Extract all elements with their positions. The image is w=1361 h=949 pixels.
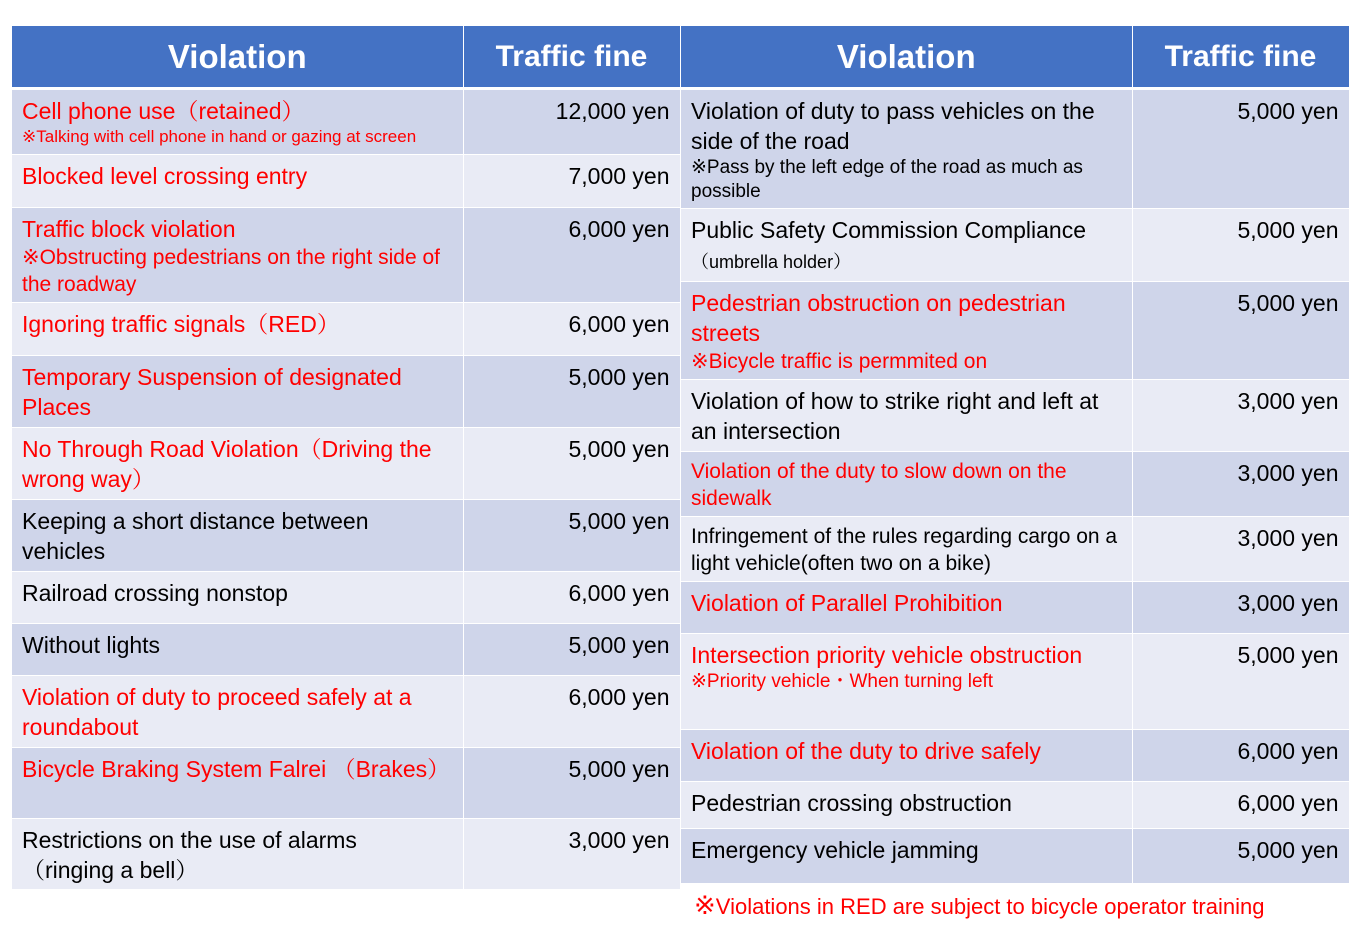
table-row bbox=[12, 155, 680, 208]
violation-cell bbox=[681, 282, 1132, 380]
violation-cell bbox=[12, 89, 463, 155]
fine-cell: 3,000 yen bbox=[1132, 517, 1349, 582]
violation-cell bbox=[12, 500, 463, 572]
table-row bbox=[12, 676, 680, 748]
fine-cell: 5,000 yen bbox=[463, 356, 680, 428]
fine-cell: 5,000 yen bbox=[463, 428, 680, 500]
fine-cell: 6,000 yen bbox=[1132, 782, 1349, 829]
fine-cell: 6,000 yen bbox=[1132, 730, 1349, 782]
fine-cell: 3,000 yen bbox=[1132, 452, 1349, 517]
table-row bbox=[12, 89, 680, 155]
red-violation-footnote bbox=[694, 890, 1264, 921]
fine-cell: 3,000 yen bbox=[1132, 380, 1349, 452]
violation-cell bbox=[12, 356, 463, 428]
table-row bbox=[12, 572, 680, 624]
violation-cell bbox=[681, 517, 1132, 582]
fine-cell: 5,000 yen bbox=[1132, 829, 1349, 884]
fine-cell: 5,000 yen bbox=[463, 500, 680, 572]
violation-text: Violation of the duty to drive safely bbox=[691, 738, 1041, 764]
fine-cell: 3,000 yen bbox=[463, 819, 680, 890]
fine-cell: 6,000 yen bbox=[463, 676, 680, 748]
table-row bbox=[681, 634, 1349, 730]
fine-cell: 5,000 yen bbox=[1132, 634, 1349, 730]
violation-text: Infringement of the rules regarding cargo on a light vehicle(often two on a bike) bbox=[691, 525, 1118, 575]
fine-cell: 6,000 yen bbox=[463, 572, 680, 624]
fine-cell: 5,000 yen bbox=[463, 748, 680, 819]
table-row bbox=[681, 209, 1349, 282]
table-row bbox=[681, 782, 1349, 829]
fine-cell: 7,000 yen bbox=[463, 155, 680, 208]
violation-note: ※Obstructing pedestrians on the right side of the roadway bbox=[22, 246, 440, 296]
violation-cell bbox=[681, 582, 1132, 634]
violation-note: ※Pass by the left edge of the road as much as possible bbox=[691, 157, 1083, 202]
header-row bbox=[12, 26, 680, 89]
violation-cell bbox=[681, 380, 1132, 452]
violation-note: ※Bicycle traffic is permmited on bbox=[691, 350, 988, 373]
fine-cell: 3,000 yen bbox=[1132, 582, 1349, 634]
table-row bbox=[681, 89, 1349, 209]
violation-text: Cell phone use（retained） bbox=[22, 98, 305, 124]
violation-text: Pedestrian crossing obstruction bbox=[691, 790, 1012, 816]
violation-cell bbox=[12, 748, 463, 819]
violation-cell bbox=[12, 676, 463, 748]
violation-header: Violation bbox=[12, 26, 463, 89]
violation-text: Restrictions on the use of alarms （ringing a bell） bbox=[22, 827, 357, 883]
table-row bbox=[12, 428, 680, 500]
violation-text: Ignoring traffic signals（RED） bbox=[22, 311, 340, 337]
table-row bbox=[681, 517, 1349, 582]
header-row bbox=[681, 26, 1349, 89]
violation-text: Violation of the duty to slow down on the sidewalk bbox=[691, 460, 1067, 510]
fine-header: Traffic fine bbox=[1132, 26, 1349, 89]
violation-text: Blocked level crossing entry bbox=[22, 163, 308, 189]
violation-cell bbox=[12, 819, 463, 890]
violation-text: Temporary Suspension of designated Places bbox=[22, 364, 402, 420]
violation-text: Violation of duty to proceed safely at a roundabout bbox=[22, 684, 412, 740]
table-row bbox=[681, 282, 1349, 380]
violation-cell bbox=[12, 624, 463, 676]
table-row bbox=[12, 500, 680, 572]
violation-cell bbox=[681, 209, 1132, 282]
violation-cell bbox=[12, 155, 463, 208]
violation-text: Bicycle Braking System Falrei （Brakes） bbox=[22, 756, 451, 782]
violation-cell bbox=[12, 303, 463, 356]
violation-text: Without lights bbox=[22, 632, 161, 658]
violation-cell bbox=[681, 634, 1132, 730]
fine-cell: 6,000 yen bbox=[463, 303, 680, 356]
violation-note: ※Priority vehicle・When turning left bbox=[691, 671, 994, 692]
violation-text: Traffic block violation bbox=[22, 216, 236, 242]
violation-text: Railroad crossing nonstop bbox=[22, 580, 288, 606]
violation-cell bbox=[12, 428, 463, 500]
fines-table-left bbox=[12, 26, 681, 890]
fine-cell: 5,000 yen bbox=[463, 624, 680, 676]
table-row bbox=[12, 819, 680, 890]
violation-cell bbox=[681, 782, 1132, 829]
violation-note: ※Talking with cell phone in hand or gazing at screen bbox=[22, 127, 417, 146]
table-row bbox=[12, 748, 680, 819]
table-row bbox=[12, 208, 680, 303]
table-row bbox=[681, 582, 1349, 634]
footnote-text: Violations in RED are subject to bicycle operator training bbox=[715, 894, 1265, 919]
table-row bbox=[681, 452, 1349, 517]
violation-text: Intersection priority vehicle obstruction bbox=[691, 642, 1083, 668]
table-row bbox=[12, 624, 680, 676]
fine-cell: 5,000 yen bbox=[1132, 209, 1349, 282]
violation-text: Keeping a short distance between vehicles bbox=[22, 508, 369, 564]
violation-cell bbox=[12, 208, 463, 303]
violation-cell bbox=[681, 89, 1132, 209]
fine-cell: 12,000 yen bbox=[463, 89, 680, 155]
violation-header: Violation bbox=[681, 26, 1132, 89]
table-row bbox=[681, 380, 1349, 452]
violation-cell bbox=[681, 452, 1132, 517]
fine-cell: 5,000 yen bbox=[1132, 282, 1349, 380]
violation-cell bbox=[12, 572, 463, 624]
violation-text: Violation of duty to pass vehicles on the side of the road bbox=[691, 98, 1095, 154]
violation-text: Violation of Parallel Prohibition bbox=[691, 590, 1003, 616]
violation-cell bbox=[681, 730, 1132, 782]
table-row bbox=[681, 829, 1349, 884]
violation-text: Emergency vehicle jamming bbox=[691, 837, 979, 863]
violation-text: No Through Road Violation（Driving the wrong way） bbox=[22, 436, 432, 492]
table-row bbox=[12, 356, 680, 428]
violation-text: Violation of how to strike right and left at an intersection bbox=[691, 388, 1099, 444]
violation-text: Public Safety Commission Compliance bbox=[691, 217, 1086, 243]
fine-cell: 6,000 yen bbox=[463, 208, 680, 303]
violation-cell bbox=[681, 829, 1132, 884]
fines-table-right bbox=[681, 26, 1350, 884]
note-mark: ※ bbox=[694, 890, 716, 920]
fine-cell: 5,000 yen bbox=[1132, 89, 1349, 209]
violation-text: Pedestrian obstruction on pedestrian streets bbox=[691, 290, 1066, 346]
table-row bbox=[681, 730, 1349, 782]
table-row bbox=[12, 303, 680, 356]
fine-header: Traffic fine bbox=[463, 26, 680, 89]
violation-note: （umbrella holder） bbox=[691, 252, 852, 272]
